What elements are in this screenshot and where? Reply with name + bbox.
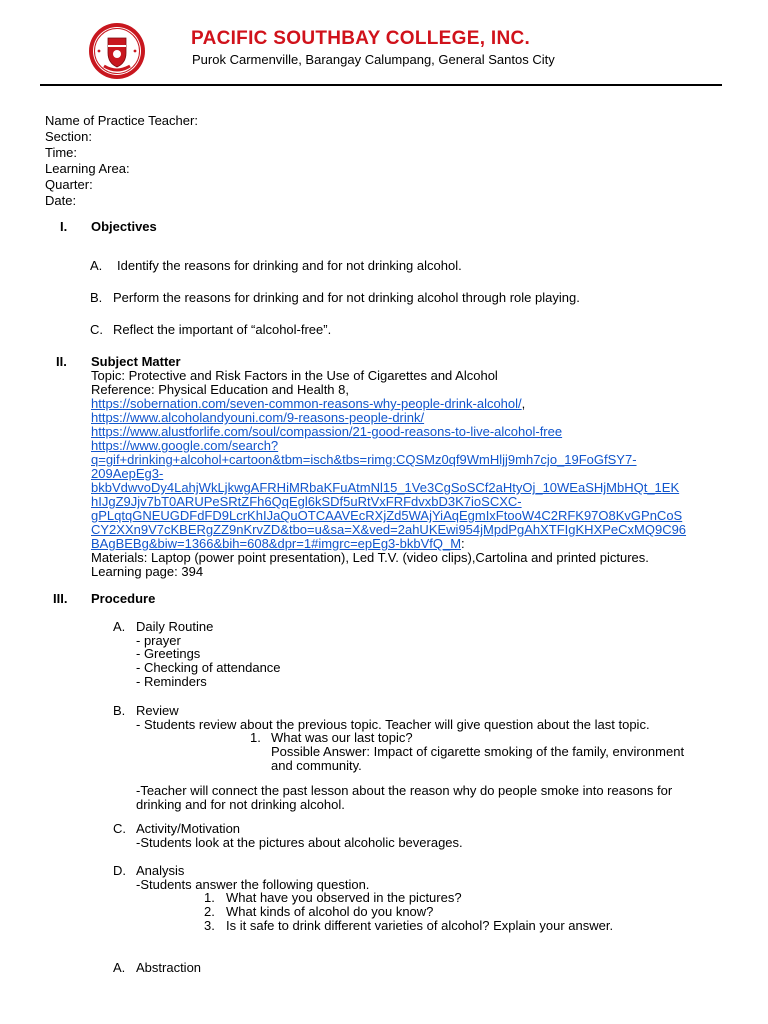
- objective-text: Reflect the important of “alcohol-free”.: [113, 322, 332, 337]
- analysis-question: What kinds of alcohol do you know?: [226, 904, 434, 919]
- section-heading-objectives: Objectives: [91, 219, 157, 234]
- objective-letter: A.: [90, 258, 103, 273]
- review-answer: and community.: [271, 758, 362, 773]
- topic-line: Topic: Protective and Risk Factors in the Use of Cigarettes and Alcohol: [91, 368, 498, 383]
- section-heading-procedure: Procedure: [91, 591, 156, 606]
- reference-link[interactable]: https://sobernation.com/seven-common-reasons-why-people-drink-alcohol/: [91, 396, 522, 411]
- reference-line: Reference: Physical Education and Health 8,: [91, 382, 349, 397]
- section-heading-subject-matter: Subject Matter: [91, 354, 181, 369]
- learning-page-line: Learning page: 394: [91, 564, 204, 579]
- section-number: III.: [53, 591, 68, 606]
- question-number: 1.: [204, 890, 215, 905]
- field-practice-teacher: Name of Practice Teacher:: [45, 113, 198, 128]
- review-connect: drinking and for not drinking alcohol.: [136, 797, 345, 812]
- step-title-analysis: Analysis: [136, 863, 185, 878]
- field-learning-area: Learning Area:: [45, 161, 130, 176]
- link-separator: ,: [521, 396, 526, 411]
- step-title-abstraction: Abstraction: [136, 960, 202, 975]
- link-separator: :: [461, 536, 465, 551]
- review-question: What was our last topic?: [271, 730, 413, 745]
- step-title-daily-routine: Daily Routine: [136, 619, 214, 634]
- reference-link-row: [91, 452, 637, 468]
- objective-text: Identify the reasons for drinking and for not drinking alcohol.: [117, 258, 462, 273]
- step-letter: A.: [113, 960, 126, 975]
- reference-link[interactable]: https://www.alcoholandyouni.com/9-reasons-people-drink/: [91, 410, 425, 425]
- reference-link[interactable]: hIJgZ9Jjv7bT0ARUPeSRtZFh6QqEgl6kSDf5uRtVxFRFdvxbD3K7ioSCXC-: [91, 494, 522, 509]
- step-title-activity: Activity/Motivation: [136, 821, 241, 836]
- routine-item: - Reminders: [136, 674, 207, 689]
- step-letter: C.: [113, 821, 126, 836]
- field-time: Time:: [45, 145, 78, 160]
- objective-letter: C.: [90, 322, 103, 337]
- objective-text: Perform the reasons for drinking and for not drinking alcohol through role playing.: [113, 290, 580, 305]
- review-text: - Students review about the previous topic. Teacher will give question about the last topic.: [136, 717, 650, 732]
- analysis-question: Is it safe to drink different varieties of alcohol? Explain your answer.: [226, 918, 614, 933]
- field-section: Section:: [45, 129, 92, 144]
- field-quarter: Quarter:: [45, 177, 93, 192]
- reference-link[interactable]: BAgBEBg&biw=1366&bih=608&dpr=1#imgrc=epEg3-bkbVfQ_M: [91, 536, 462, 551]
- reference-link[interactable]: bkbVdwvoDy4LahjWkLjkwgAFRHiMRbaKFuAtmNl15_1Ve3CgSoSCf2aHtyOj_10WEaSHjMbHQt_1EK: [91, 480, 680, 495]
- review-answer: Possible Answer: Impact of cigarette smoking of the family, environment: [271, 744, 685, 759]
- header-divider: [40, 84, 722, 86]
- question-number: 2.: [204, 904, 215, 919]
- reference-link[interactable]: q=gif+drinking+alcohol+cartoon&tbm=isch&tbs=rimg:CQSMz0qf9WmHljj9mh7cjo_19FoGfSY7-: [91, 452, 637, 467]
- field-date: Date:: [45, 193, 77, 208]
- analysis-question: What have you observed in the pictures?: [226, 890, 462, 905]
- section-number: II.: [56, 354, 67, 369]
- analysis-intro: -Students answer the following question.: [136, 877, 370, 892]
- section-number: I.: [60, 219, 68, 234]
- materials-line: Materials: Laptop (power point presentation), Led T.V. (video clips),Cartolina and printed pictures.: [91, 550, 649, 565]
- question-number: 1.: [250, 730, 261, 745]
- step-letter: A.: [113, 619, 126, 634]
- objective-letter: B.: [90, 290, 103, 305]
- college-address: Purok Carmenville, Barangay Calumpang, General Santos City: [192, 52, 555, 67]
- routine-item: - Greetings: [136, 646, 201, 661]
- routine-item: - prayer: [136, 633, 181, 648]
- routine-item: - Checking of attendance: [136, 660, 281, 675]
- reference-link[interactable]: CY2XXn9V7cKBERgZZ9nKrvZD&tbo=u&sa=X&ved=2ahUKEwi954jMpdPgAhXTFIgKHXPeCxMQ9C96: [91, 522, 687, 537]
- college-name: PACIFIC SOUTHBAY COLLEGE, INC.: [191, 28, 531, 49]
- reference-link[interactable]: 209AepEg3-: [91, 466, 164, 481]
- step-title-review: Review: [136, 703, 179, 718]
- step-letter: B.: [113, 703, 126, 718]
- activity-text: -Students look at the pictures about alcoholic beverages.: [136, 835, 463, 850]
- question-number: 3.: [204, 918, 215, 933]
- reference-link[interactable]: gPLqtqGNEUGDFdFD9LcrKhIJaQuOTCAAVEcRXjZd5WAjYiAqEgmIxFtooW4C2RFK97O8KvGPnCoS: [91, 508, 683, 523]
- review-connect: -Teacher will connect the past lesson about the reason why do people smoke into reasons for: [136, 783, 673, 798]
- reference-link[interactable]: https://www.google.com/search?: [91, 438, 279, 453]
- college-seal-logo: [88, 22, 146, 80]
- step-letter: D.: [113, 863, 126, 878]
- reference-link[interactable]: https://www.alustforlife.com/soul/compassion/21-good-reasons-to-live-alcohol-free: [91, 424, 563, 439]
